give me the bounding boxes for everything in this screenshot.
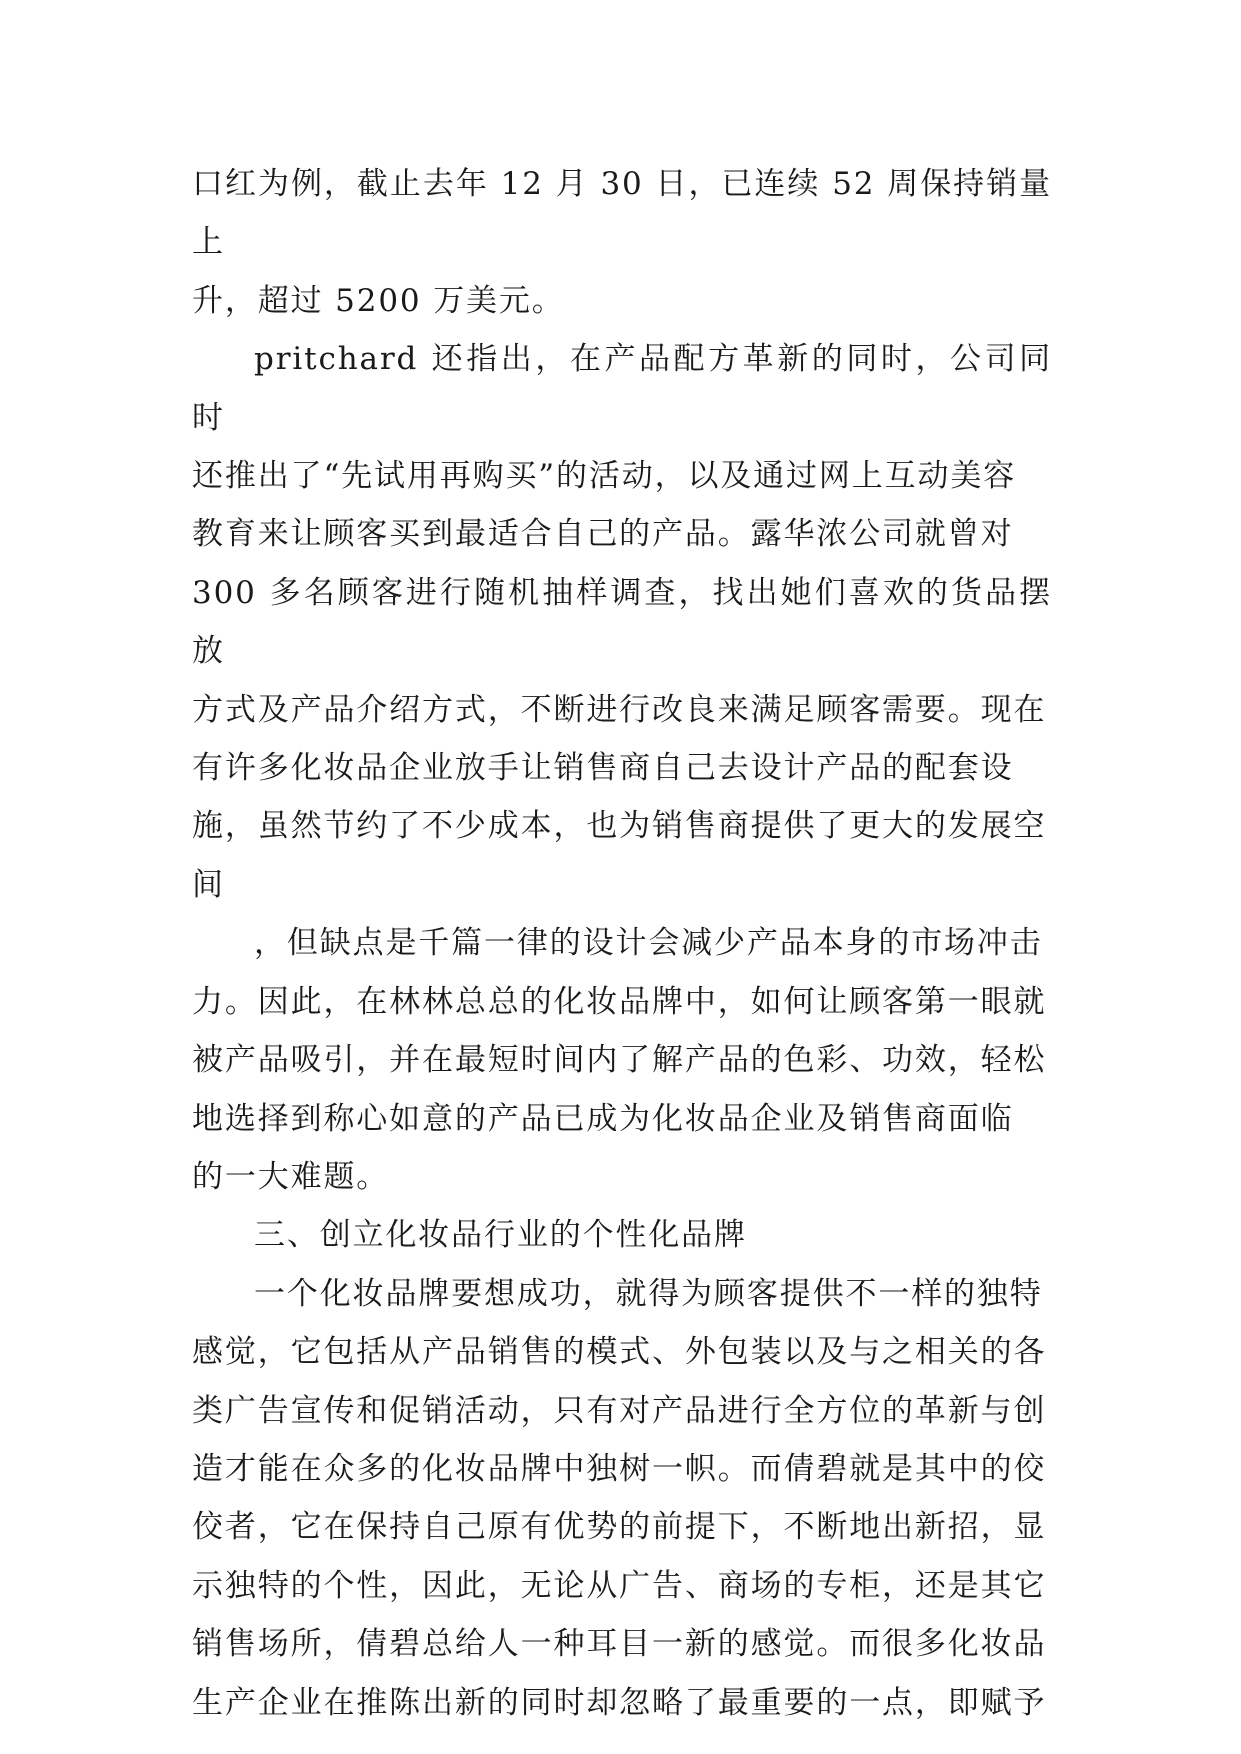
text-line: 口红为例，截止去年 12 月 30 日，已连续 52 周保持销量上 — [192, 166, 1052, 261]
text-line: 被产品吸引，并在最短时间内了解产品的色彩、功效，轻松 — [192, 1042, 1047, 1079]
text-line: 力。因此，在林林总总的化妆品牌中，如何让顾客第一眼就 — [192, 983, 1047, 1020]
paragraph-2 — [192, 330, 1052, 914]
text-line: 地选择到称心如意的产品已成为化妆品企业及销售商面临 — [192, 1100, 1014, 1137]
text-line: 销售场所，倩碧总给人一种耳目一新的感觉。而很多化妆品 — [192, 1626, 1047, 1663]
text-line: 施，虽然节约了不少成本，也为销售商提供了更大的发展空 — [192, 808, 1047, 845]
text-line: 造才能在众多的化妆品牌中独树一帜。而倩碧就是其中的佼 — [192, 1450, 1047, 1487]
text-line: 佼者，它在保持自己原有优势的前提下，不断地出新招，显 — [192, 1509, 1047, 1546]
text-line: 教育来让顾客买到最适合自己的产品。露华浓公司就曾对 — [192, 516, 1014, 553]
text-line: 还推出了“先试用再购买”的活动，以及通过网上互动美容 — [192, 458, 1017, 495]
text-line: 生产企业在推陈出新的同时却忽略了最重要的一点，即赋予 — [192, 1684, 1047, 1721]
text-line: 升，超过 5200 万美元。 — [192, 282, 565, 319]
text-line: 有许多化妆品企业放手让销售商自己去设计产品的配套设 — [192, 750, 1014, 787]
paragraph-3 — [192, 914, 1052, 1206]
text-line: 方式及产品介绍方式，不断进行改良来满足顾客需要。现在 — [192, 691, 1047, 728]
text-line: 间 — [192, 866, 225, 903]
text-line: 一个化妆品牌要想成功，就得为顾客提供不一样的独特 — [254, 1275, 1043, 1312]
heading-text: 三、创立化妆品行业的个性化品牌 — [254, 1217, 747, 1254]
paragraph-1 — [192, 155, 1052, 330]
paragraph-5 — [192, 1265, 1052, 1732]
text-line: 感觉，它包括从产品销售的模式、外包装以及与之相关的各 — [192, 1334, 1047, 1371]
document-page — [192, 155, 1052, 1732]
text-line: ，但缺点是千篇一律的设计会减少产品本身的市场冲击 — [254, 925, 1043, 962]
section-heading — [192, 1206, 1052, 1264]
text-line: 类广告宣传和促销活动，只有对产品进行全方位的革新与创 — [192, 1392, 1047, 1429]
text-line: pritchard 还指出，在产品配方革新的同时，公司同时 — [192, 341, 1052, 436]
text-line: 的一大难题。 — [192, 1158, 390, 1195]
text-line: 300 多名顾客进行随机抽样调查，找出她们喜欢的货品摆放 — [192, 574, 1052, 670]
text-line: 示独特的个性，因此，无论从广告、商场的专柜，还是其它 — [192, 1567, 1047, 1604]
